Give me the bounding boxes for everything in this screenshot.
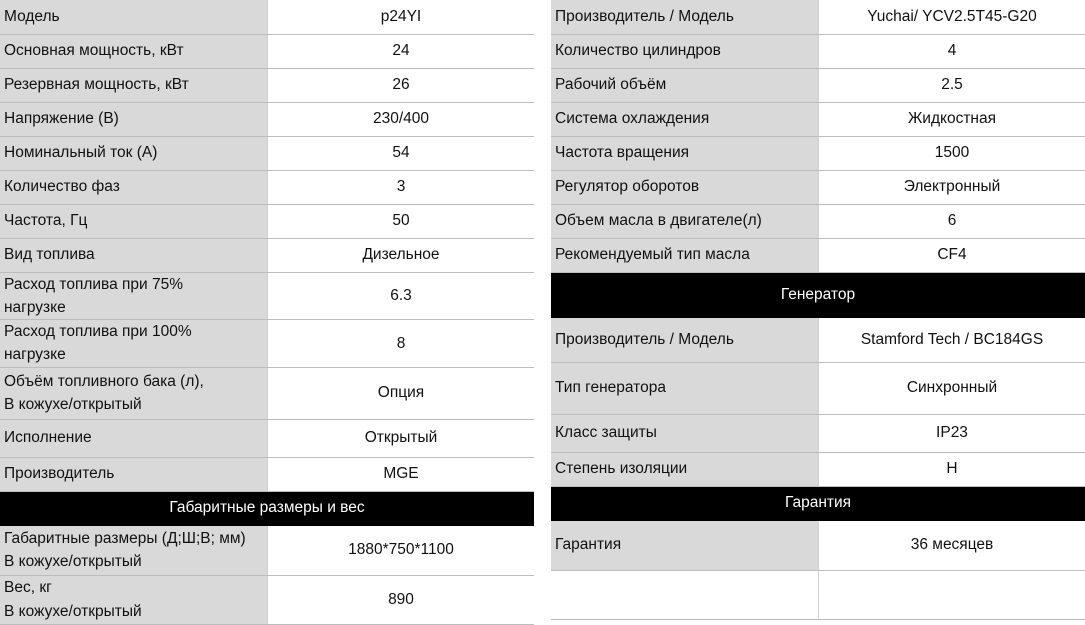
spec-row xyxy=(551,317,1085,362)
section-title: Габаритные размеры и вес xyxy=(0,491,534,525)
empty-cell xyxy=(819,570,1085,619)
spec-value: 36 месяцев xyxy=(819,520,1085,570)
spec-label: Резервная мощность, кВт xyxy=(0,68,268,102)
section-header-warranty xyxy=(551,486,1085,520)
spec-value: H xyxy=(819,452,1085,486)
spec-value: 2.5 xyxy=(819,68,1085,102)
spec-label xyxy=(0,525,268,575)
spec-value: 8 xyxy=(268,320,535,368)
empty-cell xyxy=(551,570,819,619)
spec-label-line1: Объём топливного бака (л), xyxy=(4,370,263,393)
spec-label xyxy=(0,367,268,419)
spec-row xyxy=(0,102,534,136)
spec-label: Производитель xyxy=(0,457,268,491)
spec-row xyxy=(551,362,1085,414)
spec-row xyxy=(0,419,534,457)
spec-value: Дизельное xyxy=(268,238,535,272)
spec-label-line2: В кожухе/открытый xyxy=(4,600,263,623)
spec-row xyxy=(551,136,1085,170)
spec-label-line1: Вес, кг xyxy=(4,576,263,599)
spec-label: Регулятор оборотов xyxy=(551,170,819,204)
spec-label: Основная мощность, кВт xyxy=(0,34,268,68)
spec-row xyxy=(0,0,534,34)
spec-label: Объем масла в двигателе(л) xyxy=(551,204,819,238)
section-header-dimensions xyxy=(0,491,534,525)
spec-value: p24YI xyxy=(268,0,535,34)
spec-row xyxy=(0,68,534,102)
spec-value: 24 xyxy=(268,34,535,68)
spec-label: Количество цилиндров xyxy=(551,34,819,68)
spec-row xyxy=(0,136,534,170)
spec-row xyxy=(551,204,1085,238)
spec-value: Опция xyxy=(268,367,535,419)
spec-value: 230/400 xyxy=(268,102,535,136)
spec-row xyxy=(551,170,1085,204)
spec-row xyxy=(0,457,534,491)
spec-value: 1500 xyxy=(819,136,1085,170)
spec-label: Класс защиты xyxy=(551,414,819,452)
spec-value: 3 xyxy=(268,170,535,204)
spec-value: Stamford Tech / BC184GS xyxy=(819,317,1085,362)
spec-label-line2: В кожухе/открытый xyxy=(4,393,263,416)
spec-label: Частота вращения xyxy=(551,136,819,170)
spec-label: Модель xyxy=(0,0,268,34)
spec-value: Синхронный xyxy=(819,362,1085,414)
spec-value: 6 xyxy=(819,204,1085,238)
spec-value: IP23 xyxy=(819,414,1085,452)
spec-row xyxy=(0,367,534,419)
spec-row xyxy=(0,525,534,575)
spec-value: Электронный xyxy=(819,170,1085,204)
spec-row xyxy=(551,520,1085,570)
spec-value: Жидкостная xyxy=(819,102,1085,136)
spec-row xyxy=(551,0,1085,34)
spec-label: Вид топлива xyxy=(0,238,268,272)
spec-row xyxy=(0,34,534,68)
spec-value: Открытый xyxy=(268,419,535,457)
spec-value: Yuchai/ YCV2.5T45-G20 xyxy=(819,0,1085,34)
spec-label: Производитель / Модель xyxy=(551,0,819,34)
spec-label-line1: Расход топлива при 100% xyxy=(4,320,263,343)
spec-label-line2: В кожухе/открытый xyxy=(4,550,263,573)
spec-row xyxy=(551,68,1085,102)
section-title: Гарантия xyxy=(551,486,1085,520)
spec-label-line2: нагрузке xyxy=(4,343,263,366)
spec-row xyxy=(551,238,1085,272)
spec-row xyxy=(551,102,1085,136)
spec-value: 4 xyxy=(819,34,1085,68)
spec-value: 1880*750*1100 xyxy=(268,525,535,575)
spec-label: Частота, Гц xyxy=(0,204,268,238)
spec-label xyxy=(0,320,268,368)
spec-row xyxy=(0,170,534,204)
spec-label xyxy=(0,575,268,624)
spec-value: 54 xyxy=(268,136,535,170)
spec-label-line2: нагрузке xyxy=(4,296,263,319)
spec-value: MGE xyxy=(268,457,535,491)
left-spec-table xyxy=(0,0,534,625)
spec-row xyxy=(0,238,534,272)
right-spec-table xyxy=(551,0,1085,620)
spec-row xyxy=(551,34,1085,68)
spec-label: Гарантия xyxy=(551,520,819,570)
spec-value: 890 xyxy=(268,575,535,624)
spec-row xyxy=(551,452,1085,486)
spec-label: Степень изоляции xyxy=(551,452,819,486)
spec-value: 26 xyxy=(268,68,535,102)
spec-label-line1: Габаритные размеры (Д;Ш;В; мм) xyxy=(4,527,263,550)
spec-row xyxy=(0,320,534,368)
spec-row xyxy=(0,575,534,624)
spec-label: Рабочий объём xyxy=(551,68,819,102)
spec-row xyxy=(0,272,534,320)
spec-row xyxy=(0,204,534,238)
spec-label: Исполнение xyxy=(0,419,268,457)
spec-label: Производитель / Модель xyxy=(551,317,819,362)
spec-label: Тип генератора xyxy=(551,362,819,414)
spec-value: CF4 xyxy=(819,238,1085,272)
spec-label: Номинальный ток (А) xyxy=(0,136,268,170)
empty-row xyxy=(551,570,1085,619)
spec-row xyxy=(551,414,1085,452)
spec-label: Рекомендуемый тип масла xyxy=(551,238,819,272)
section-header-generator xyxy=(551,272,1085,317)
section-title: Генератор xyxy=(551,272,1085,317)
spec-label-line1: Расход топлива при 75% xyxy=(4,273,263,296)
spec-label xyxy=(0,272,268,320)
spec-value: 50 xyxy=(268,204,535,238)
spec-label: Система охлаждения xyxy=(551,102,819,136)
spec-label: Количество фаз xyxy=(0,170,268,204)
spec-label: Напряжение (В) xyxy=(0,102,268,136)
spec-value: 6.3 xyxy=(268,272,535,320)
